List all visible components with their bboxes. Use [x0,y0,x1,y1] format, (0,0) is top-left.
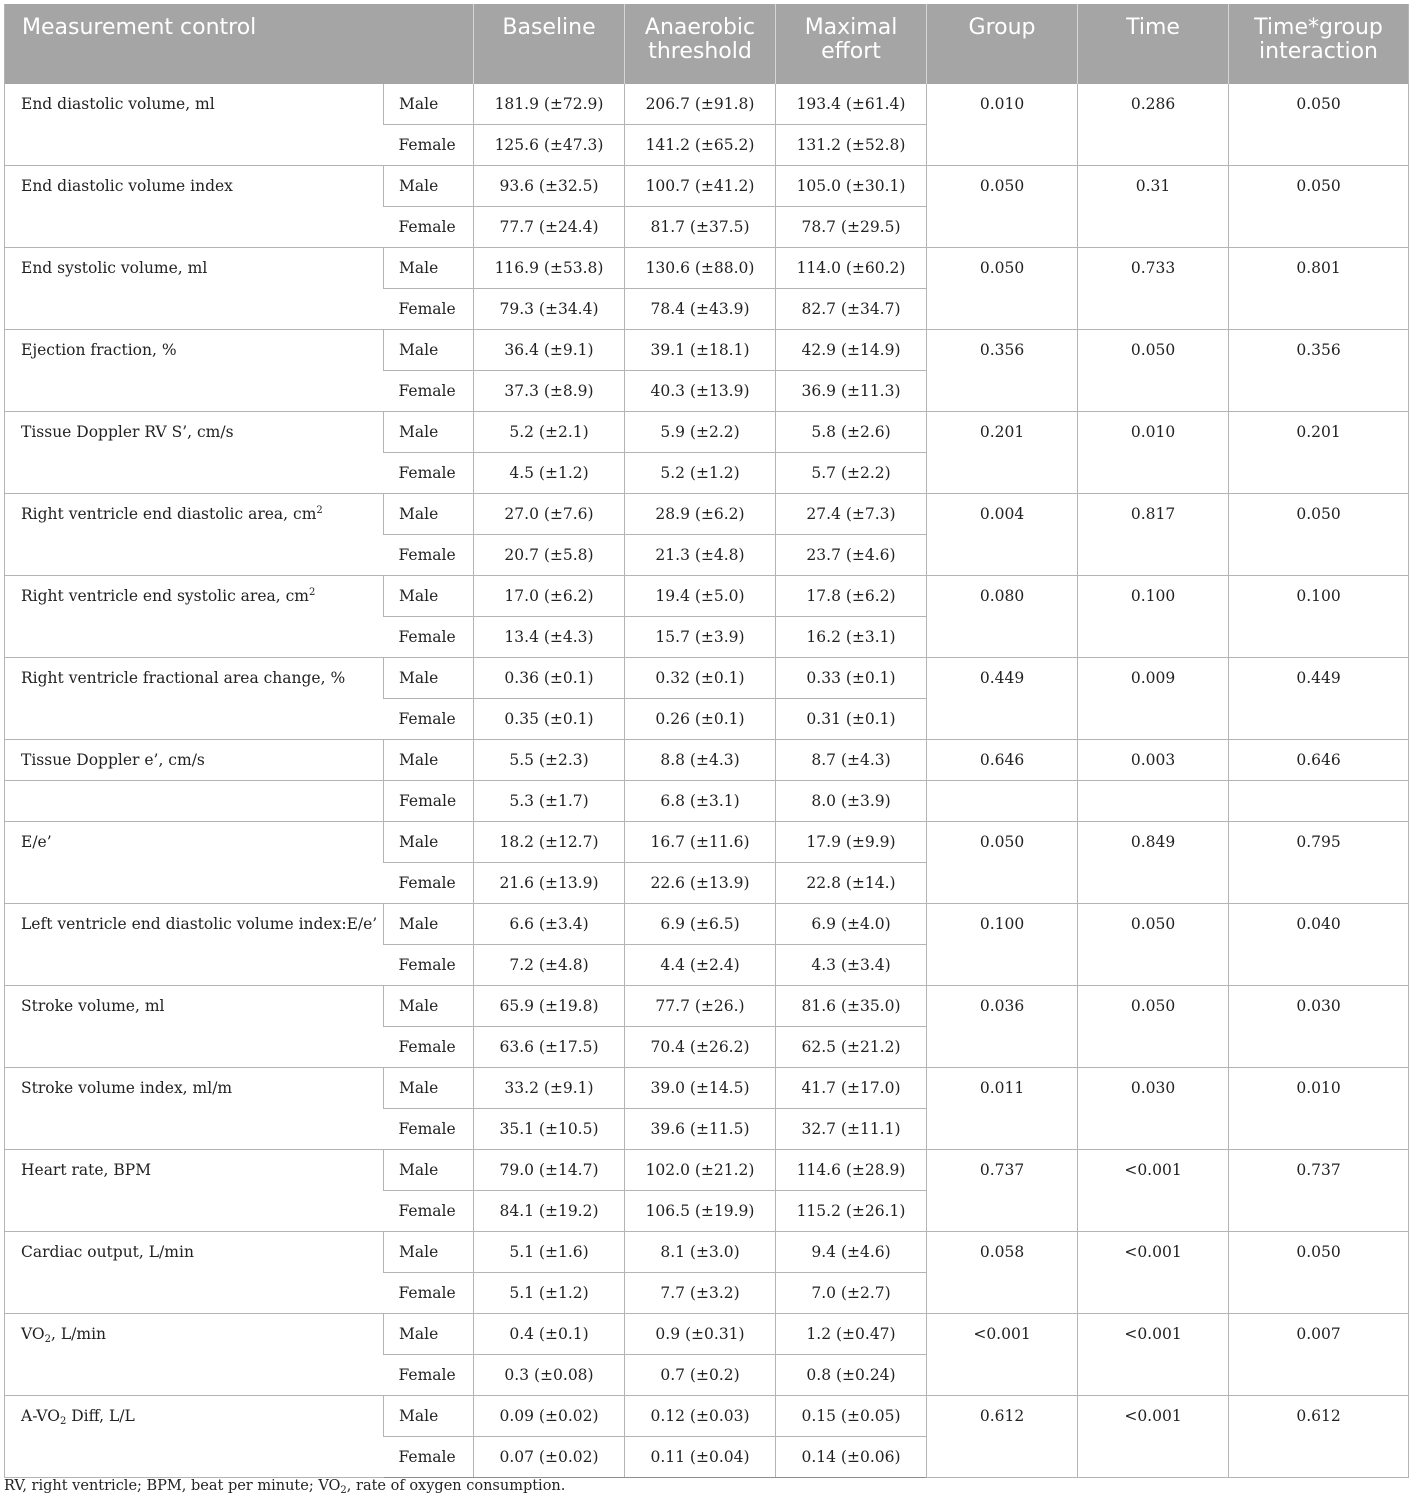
baseline-value: 5.1 (±1.2) [474,1273,625,1314]
maximal-value: 78.7 (±29.5) [776,207,927,248]
interaction-p-value: 0.050 [1229,84,1409,166]
maximal-value: 27.4 (±7.3) [776,494,927,535]
baseline-value: 93.6 (±32.5) [474,166,625,207]
measurement-label [5,740,384,781]
anaerobic-value: 28.9 (±6.2) [625,494,776,535]
measurement-label [5,1068,384,1150]
maximal-value: 114.6 (±28.9) [776,1150,927,1191]
group-p-value: 0.004 [927,494,1078,576]
sex-label-male: Male [384,658,474,699]
measurement-label [5,166,384,248]
baseline-value: 35.1 (±10.5) [474,1109,625,1150]
sex-label-female: Female [384,699,474,740]
interaction-p-empty [1229,781,1409,822]
anaerobic-value: 70.4 (±26.2) [625,1027,776,1068]
time-p-value: 0.849 [1078,822,1229,904]
anaerobic-value: 102.0 (±21.2) [625,1150,776,1191]
maximal-value: 22.8 (±14.) [776,863,927,904]
maximal-value: 7.0 (±2.7) [776,1273,927,1314]
group-p-value: 0.356 [927,330,1078,412]
table-row [5,576,1409,617]
maximal-value: 105.0 (±30.1) [776,166,927,207]
anaerobic-value: 77.7 (±26.) [625,986,776,1027]
table-row [5,412,1409,453]
maximal-value: 82.7 (±34.7) [776,289,927,330]
maximal-value: 4.3 (±3.4) [776,945,927,986]
table-row [5,1314,1409,1355]
maximal-value: 23.7 (±4.6) [776,535,927,576]
sex-label-female: Female [384,1355,474,1396]
anaerobic-value: 39.1 (±18.1) [625,330,776,371]
maximal-value: 5.7 (±2.2) [776,453,927,494]
anaerobic-value: 100.7 (±41.2) [625,166,776,207]
measurement-label [5,1232,384,1314]
anaerobic-value: 8.8 (±4.3) [625,740,776,781]
footnote-sub: 2 [340,1485,347,1496]
footnote-text: RV, right ventricle; BPM, beat per minute; VO [4,1478,341,1494]
maximal-value: 9.4 (±4.6) [776,1232,927,1273]
anaerobic-value: 81.7 (±37.5) [625,207,776,248]
time-p-value: 0.050 [1078,986,1229,1068]
maximal-value: 193.4 (±61.4) [776,84,927,125]
header-anaerobic-threshold: Anaerobic threshold [625,4,776,84]
time-p-value: 0.010 [1078,412,1229,494]
maximal-value: 5.8 (±2.6) [776,412,927,453]
measurement-label-tail: Diff, L/L [66,1407,135,1425]
baseline-value: 181.9 (±72.9) [474,84,625,125]
anaerobic-value: 0.7 (±0.2) [625,1355,776,1396]
group-p-value: 0.080 [927,576,1078,658]
sex-label-male: Male [384,740,474,781]
maximal-value: 8.7 (±4.3) [776,740,927,781]
anaerobic-value: 78.4 (±43.9) [625,289,776,330]
time-p-value: <0.001 [1078,1396,1229,1478]
baseline-value: 116.9 (±53.8) [474,248,625,289]
interaction-p-value: 0.030 [1229,986,1409,1068]
time-p-value: 0.030 [1078,1068,1229,1150]
baseline-value: 7.2 (±4.8) [474,945,625,986]
sex-label-male: Male [384,1396,474,1437]
anaerobic-value: 7.7 (±3.2) [625,1273,776,1314]
table-row [5,494,1409,535]
group-p-value: 0.201 [927,412,1078,494]
table-row [5,248,1409,289]
measurement-table [4,4,1409,1478]
sex-label-male: Male [384,576,474,617]
maximal-value: 114.0 (±60.2) [776,248,927,289]
anaerobic-value: 5.2 (±1.2) [625,453,776,494]
measurement-label-text: Stroke volume, ml [21,997,165,1015]
measurement-label [5,494,384,576]
baseline-value: 13.4 (±4.3) [474,617,625,658]
sex-label-male: Male [384,1232,474,1273]
anaerobic-value: 16.7 (±11.6) [625,822,776,863]
measurement-label-text: End diastolic volume, ml [21,95,215,113]
anaerobic-value: 0.26 (±0.1) [625,699,776,740]
anaerobic-value: 6.8 (±3.1) [625,781,776,822]
measurement-label-text: E/e’ [21,833,52,851]
baseline-value: 125.6 (±47.3) [474,125,625,166]
sex-label-female: Female [384,535,474,576]
maximal-value: 62.5 (±21.2) [776,1027,927,1068]
group-p-value: 0.058 [927,1232,1078,1314]
measurement-label-tail: , L/min [51,1325,107,1343]
time-p-value: 0.817 [1078,494,1229,576]
sex-label-female: Female [384,1027,474,1068]
table-row [5,1068,1409,1109]
table-row [5,166,1409,207]
maximal-value: 8.0 (±3.9) [776,781,927,822]
header-interaction: Time*group interaction [1229,4,1409,84]
sex-label-female: Female [384,1437,474,1478]
maximal-value: 81.6 (±35.0) [776,986,927,1027]
baseline-value: 0.3 (±0.08) [474,1355,625,1396]
measurement-label-text: Stroke volume index, ml/m [21,1079,233,1097]
header-measurement: Measurement control [5,4,474,84]
sex-label-male: Male [384,412,474,453]
sex-label-female: Female [384,125,474,166]
maximal-value: 1.2 (±0.47) [776,1314,927,1355]
table-row [5,740,1409,781]
baseline-value: 0.09 (±0.02) [474,1396,625,1437]
measurement-label [5,330,384,412]
time-p-value: 0.100 [1078,576,1229,658]
baseline-value: 18.2 (±12.7) [474,822,625,863]
measurement-label-text: Cardiac output, L/min [21,1243,194,1261]
sex-label-female: Female [384,781,474,822]
maximal-value: 32.7 (±11.1) [776,1109,927,1150]
measurement-label [5,84,384,166]
measurement-label-text: Right ventricle end systolic area, cm [21,587,309,605]
anaerobic-value: 21.3 (±4.8) [625,535,776,576]
maximal-value: 17.9 (±9.9) [776,822,927,863]
measurement-label [5,822,384,904]
sex-label-male: Male [384,248,474,289]
baseline-value: 5.1 (±1.6) [474,1232,625,1273]
measurement-label [5,1150,384,1232]
header-baseline: Baseline [474,4,625,84]
anaerobic-value: 0.11 (±0.04) [625,1437,776,1478]
time-p-value: <0.001 [1078,1314,1229,1396]
maximal-value: 115.2 (±26.1) [776,1191,927,1232]
group-p-value: <0.001 [927,1314,1078,1396]
baseline-value: 5.3 (±1.7) [474,781,625,822]
baseline-value: 0.35 (±0.1) [474,699,625,740]
interaction-p-value: 0.612 [1229,1396,1409,1478]
time-p-value: 0.003 [1078,740,1229,781]
anaerobic-value: 4.4 (±2.4) [625,945,776,986]
time-p-value: 0.050 [1078,904,1229,986]
header-row [5,4,1409,84]
time-p-empty [1078,781,1229,822]
baseline-value: 36.4 (±9.1) [474,330,625,371]
interaction-p-value: 0.050 [1229,1232,1409,1314]
baseline-value: 0.07 (±0.02) [474,1437,625,1478]
measurement-label-text: Right ventricle end diastolic area, cm [21,505,317,523]
measurement-label-sup: 2 [316,505,323,516]
group-p-value: 0.036 [927,986,1078,1068]
sex-label-male: Male [384,166,474,207]
sex-label-female: Female [384,207,474,248]
baseline-value: 21.6 (±13.9) [474,863,625,904]
maximal-value: 36.9 (±11.3) [776,371,927,412]
interaction-p-value: 0.007 [1229,1314,1409,1396]
group-p-value: 0.646 [927,740,1078,781]
sex-label-male: Male [384,822,474,863]
group-p-value: 0.050 [927,166,1078,248]
anaerobic-value: 15.7 (±3.9) [625,617,776,658]
measurement-label [5,658,384,740]
maximal-value: 0.8 (±0.24) [776,1355,927,1396]
interaction-p-value: 0.449 [1229,658,1409,740]
footnote-tail: , rate of oxygen consumption. [346,1478,566,1494]
sex-label-female: Female [384,1273,474,1314]
baseline-value: 65.9 (±19.8) [474,986,625,1027]
measurement-label-text: A-VO [21,1407,60,1425]
time-p-value: 0.286 [1078,84,1229,166]
sex-label-male: Male [384,1314,474,1355]
sex-label-male: Male [384,904,474,945]
interaction-p-value: 0.201 [1229,412,1409,494]
measurement-label-text: Heart rate, BPM [21,1161,152,1179]
anaerobic-value: 106.5 (±19.9) [625,1191,776,1232]
maximal-value: 0.33 (±0.1) [776,658,927,699]
table-row [5,1150,1409,1191]
baseline-value: 79.3 (±34.4) [474,289,625,330]
table-row [5,658,1409,699]
table-row [5,822,1409,863]
measurement-label-text: VO [21,1325,45,1343]
maximal-value: 6.9 (±4.0) [776,904,927,945]
measurement-label [5,248,384,330]
measurement-label-text: Right ventricle fractional area change, % [21,669,346,687]
sex-label-female: Female [384,945,474,986]
measurement-label [5,904,384,986]
header-group: Group [927,4,1078,84]
maximal-value: 16.2 (±3.1) [776,617,927,658]
anaerobic-value: 0.9 (±0.31) [625,1314,776,1355]
baseline-value: 63.6 (±17.5) [474,1027,625,1068]
measurement-label-sub: 2 [44,1334,52,1345]
interaction-p-value: 0.737 [1229,1150,1409,1232]
anaerobic-value: 19.4 (±5.0) [625,576,776,617]
anaerobic-value: 6.9 (±6.5) [625,904,776,945]
measurement-label-text: Tissue Doppler e’, cm/s [21,751,205,769]
table-row [5,1232,1409,1273]
interaction-p-value: 0.100 [1229,576,1409,658]
time-p-value: 0.050 [1078,330,1229,412]
interaction-p-value: 0.050 [1229,494,1409,576]
anaerobic-value: 8.1 (±3.0) [625,1232,776,1273]
maximal-value: 0.15 (±0.05) [776,1396,927,1437]
anaerobic-value: 0.32 (±0.1) [625,658,776,699]
measurement-label [5,576,384,658]
sex-label-male: Male [384,330,474,371]
table-body [5,84,1409,1478]
table-row [5,986,1409,1027]
baseline-value: 0.36 (±0.1) [474,658,625,699]
group-p-value: 0.449 [927,658,1078,740]
sex-label-male: Male [384,84,474,125]
sex-label-female: Female [384,371,474,412]
table-row [5,1396,1409,1437]
table-row [5,84,1409,125]
group-p-value: 0.737 [927,1150,1078,1232]
anaerobic-value: 39.0 (±14.5) [625,1068,776,1109]
measurement-label-sub: 2 [59,1416,67,1427]
maximal-value: 17.8 (±6.2) [776,576,927,617]
maximal-value: 0.14 (±0.06) [776,1437,927,1478]
sex-label-female: Female [384,863,474,904]
sex-label-female: Female [384,1109,474,1150]
measurement-label-text: End systolic volume, ml [21,259,208,277]
sex-label-male: Male [384,494,474,535]
baseline-value: 0.4 (±0.1) [474,1314,625,1355]
measurement-label-text: End diastolic volume index [21,177,233,195]
baseline-value: 33.2 (±9.1) [474,1068,625,1109]
measurement-label-text: Left ventricle end diastolic volume index:E/e’ [21,915,378,933]
baseline-value: 6.6 (±3.4) [474,904,625,945]
sex-label-female: Female [384,617,474,658]
group-p-empty [927,781,1078,822]
interaction-p-value: 0.050 [1229,166,1409,248]
anaerobic-value: 22.6 (±13.9) [625,863,776,904]
measurement-label-text: Ejection fraction, % [21,341,177,359]
time-p-value: 0.31 [1078,166,1229,248]
sex-label-male: Male [384,1068,474,1109]
anaerobic-value: 0.12 (±0.03) [625,1396,776,1437]
baseline-value: 5.5 (±2.3) [474,740,625,781]
interaction-p-value: 0.040 [1229,904,1409,986]
table-row [5,781,1409,822]
interaction-p-value: 0.356 [1229,330,1409,412]
interaction-p-value: 0.010 [1229,1068,1409,1150]
measurement-label-sup: 2 [308,587,316,598]
baseline-value: 4.5 (±1.2) [474,453,625,494]
sex-label-female: Female [384,453,474,494]
table-row [5,330,1409,371]
baseline-value: 79.0 (±14.7) [474,1150,625,1191]
header-maximal-effort: Maximal effort [776,4,927,84]
group-p-value: 0.050 [927,822,1078,904]
baseline-value: 84.1 (±19.2) [474,1191,625,1232]
baseline-value: 20.7 (±5.8) [474,535,625,576]
measurement-label-empty [5,781,384,822]
maximal-value: 42.9 (±14.9) [776,330,927,371]
time-p-value: 0.733 [1078,248,1229,330]
time-p-value: <0.001 [1078,1150,1229,1232]
anaerobic-value: 141.2 (±65.2) [625,125,776,166]
measurement-label [5,1314,384,1396]
interaction-p-value: 0.646 [1229,740,1409,781]
group-p-value: 0.011 [927,1068,1078,1150]
maximal-value: 131.2 (±52.8) [776,125,927,166]
sex-label-male: Male [384,1150,474,1191]
table-footnote [4,1478,565,1494]
group-p-value: 0.100 [927,904,1078,986]
anaerobic-value: 5.9 (±2.2) [625,412,776,453]
baseline-value: 27.0 (±7.6) [474,494,625,535]
table-row [5,904,1409,945]
measurement-label [5,986,384,1068]
measurement-label [5,1396,384,1478]
measurement-label [5,412,384,494]
baseline-value: 37.3 (±8.9) [474,371,625,412]
group-p-value: 0.050 [927,248,1078,330]
anaerobic-value: 206.7 (±91.8) [625,84,776,125]
anaerobic-value: 40.3 (±13.9) [625,371,776,412]
anaerobic-value: 130.6 (±88.0) [625,248,776,289]
sex-label-female: Female [384,1191,474,1232]
sex-label-male: Male [384,986,474,1027]
header-time: Time [1078,4,1229,84]
baseline-value: 17.0 (±6.2) [474,576,625,617]
time-p-value: <0.001 [1078,1232,1229,1314]
maximal-value: 41.7 (±17.0) [776,1068,927,1109]
group-p-value: 0.010 [927,84,1078,166]
anaerobic-value: 39.6 (±11.5) [625,1109,776,1150]
sex-label-female: Female [384,289,474,330]
baseline-value: 5.2 (±2.1) [474,412,625,453]
time-p-value: 0.009 [1078,658,1229,740]
interaction-p-value: 0.801 [1229,248,1409,330]
measurement-label-text: Tissue Doppler RV S’, cm/s [21,423,234,441]
interaction-p-value: 0.795 [1229,822,1409,904]
baseline-value: 77.7 (±24.4) [474,207,625,248]
group-p-value: 0.612 [927,1396,1078,1478]
maximal-value: 0.31 (±0.1) [776,699,927,740]
